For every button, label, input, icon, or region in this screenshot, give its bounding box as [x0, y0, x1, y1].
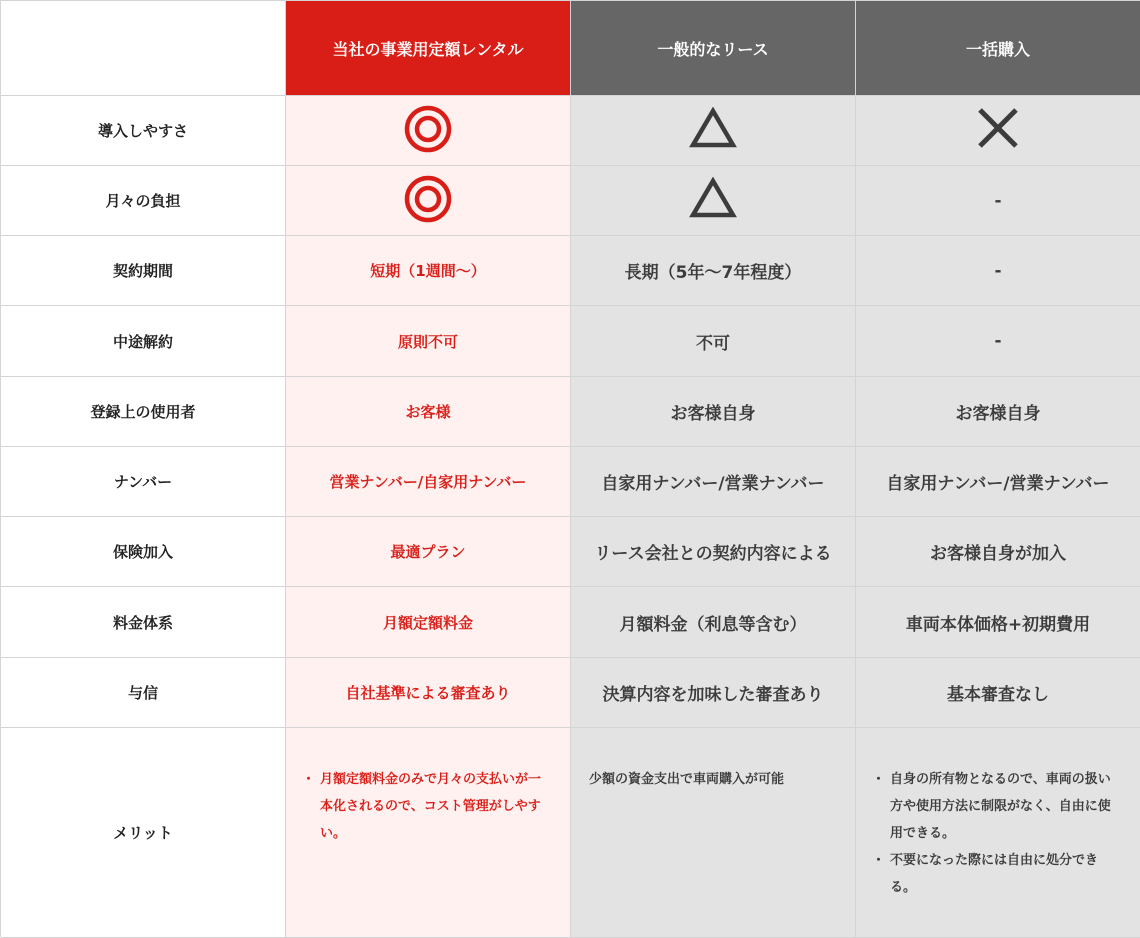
lease-plate-cell: 自家用ナンバー/営業ナンバー: [571, 447, 856, 517]
row-label-early-termination: 中途解約: [1, 306, 286, 377]
rental-plate-cell: 営業ナンバー/自家用ナンバー: [286, 447, 571, 517]
header-purchase: 一括購入: [856, 1, 1140, 96]
rental-merit-list: [304, 766, 552, 847]
row-label-registered-user: 登録上の使用者: [1, 377, 286, 447]
rental-ease-cell: [286, 96, 571, 166]
purchase-insurance-cell: お客様自身が加入: [856, 517, 1140, 587]
purchase-pricing-cell: 車両本体価格+初期費用: [856, 587, 1140, 658]
rental-merit-cell: [286, 728, 571, 938]
lease-credit-cell: 決算内容を加味した審査あり: [571, 658, 856, 728]
lease-merit-cell: [571, 728, 856, 938]
rental-termination-cell: 原則不可: [286, 306, 571, 377]
lease-insurance-cell: リース会社との契約内容による: [571, 517, 856, 587]
double-circle-icon: [404, 175, 452, 227]
purchase-merit-list: [874, 766, 1122, 901]
rental-user-cell: お客様: [286, 377, 571, 447]
rental-insurance-cell: 最適プラン: [286, 517, 571, 587]
list-item: ・ 不要になった際には自由に処分できる。: [874, 847, 1122, 901]
lease-user-cell: お客様自身: [571, 377, 856, 447]
purchase-burden-cell: -: [856, 166, 1140, 236]
row-label-contract-period: 契約期間: [1, 236, 286, 306]
row-label-number-plate: ナンバー: [1, 447, 286, 517]
row-label-ease: 導入しやすさ: [1, 96, 286, 166]
lease-period-cell: 長期（5年〜7年程度）: [571, 236, 856, 306]
list-item: ・ 自身の所有物となるので、車両の扱い方や使用方法に制限がなく、自由に使用できる。: [874, 766, 1122, 847]
purchase-credit-cell: 基本審査なし: [856, 658, 1140, 728]
corner-cell: [1, 1, 286, 96]
double-circle-icon: [404, 105, 452, 157]
row-label-insurance: 保険加入: [1, 517, 286, 587]
purchase-termination-cell: -: [856, 306, 1140, 377]
header-lease: 一般的なリース: [571, 1, 856, 96]
lease-ease-cell: [571, 96, 856, 166]
row-label-pricing: 料金体系: [1, 587, 286, 658]
rental-credit-cell: 自社基準による審査あり: [286, 658, 571, 728]
row-label-credit: 与信: [1, 658, 286, 728]
rental-period-cell: 短期（1週間〜）: [286, 236, 571, 306]
row-label-merit: メリット: [1, 728, 286, 938]
lease-pricing-cell: 月額料金（利息等含む）: [571, 587, 856, 658]
lease-merit-text: 少額の資金支出で車両購入が可能: [589, 772, 785, 787]
lease-termination-cell: 不可: [571, 306, 856, 377]
purchase-ease-cell: [856, 96, 1140, 166]
purchase-merit-cell: [856, 728, 1140, 938]
row-label-monthly-burden: 月々の負担: [1, 166, 286, 236]
rental-burden-cell: [286, 166, 571, 236]
header-rental: 当社の事業用定額レンタル: [286, 1, 571, 96]
purchase-user-cell: お客様自身: [856, 377, 1140, 447]
cross-icon: [976, 106, 1020, 155]
list-item: ・ 月額定額料金のみで月々の支払いが一本化されるので、コスト管理がしやすい。: [304, 766, 552, 847]
triangle-icon: [689, 107, 737, 154]
rental-pricing-cell: 月額定額料金: [286, 587, 571, 658]
purchase-period-cell: -: [856, 236, 1140, 306]
triangle-icon: [689, 177, 737, 224]
purchase-plate-cell: 自家用ナンバー/営業ナンバー: [856, 447, 1140, 517]
lease-burden-cell: [571, 166, 856, 236]
